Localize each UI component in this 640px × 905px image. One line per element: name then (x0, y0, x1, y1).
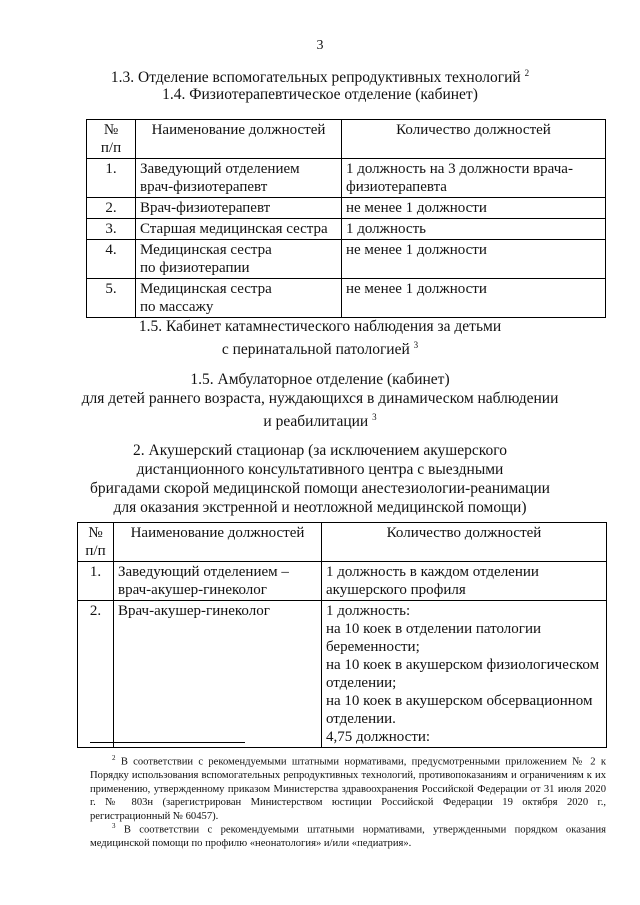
col-header-count: Количество должностей (342, 120, 606, 159)
row-number: 5. (87, 279, 136, 318)
table-header-row (78, 523, 607, 562)
footnote-3 (90, 820, 606, 851)
position-name: Врач-акушер-гинеколог (114, 601, 322, 748)
footnote-3-mark: 3 (112, 822, 116, 830)
section-2-heading-line3: бригадами скорой медицинской помощи анестезиологии-реанимации (90, 480, 550, 497)
section-2-heading-line4: для оказания экстренной и неотложной медицинской помощи) (113, 499, 527, 516)
row-number: 2. (87, 198, 136, 219)
position-count: не менее 1 должности (342, 198, 606, 219)
col-header-number: № п/п (87, 120, 136, 159)
section-1-5-followup-heading-line2: с перинатальной патологией $^3$ (221, 340, 419, 359)
footnote-2-text: В соответствии с рекомендуемыми штатными нормативами, предусмотренными приложением № 2 к Порядку использования вспомогательных репродуктивных технологий, противопоказаниям и ограничениям к их применению, утвержденному приказом Министерства здравоохранения Российской Федерации от 31 июля 2020 г. № 803н (зарегистрирован Министерством юстиции Российской Федерации 19 октября 2020 г., регистрационный № 60457). (90, 756, 606, 822)
table-row (87, 198, 606, 219)
col-header-count: Количество должностей (322, 523, 607, 562)
position-count: 1 должность: на 10 коек в отделении патологии беременности; на 10 коек в акушерском физиологическом отделении; на 10 коек в акушерском обсервационном отделении. 4,75 должности: (322, 601, 607, 748)
obstetric-staff-table (77, 522, 607, 748)
physiotherapy-staff-table (86, 119, 606, 318)
col-header-position: Наименование должностей (114, 523, 322, 562)
table-row (87, 219, 606, 240)
section-1-3-text: 1.3. Отделение вспомогательных репродуктивных технологий (110, 69, 521, 87)
position-count: не менее 1 должности (342, 240, 606, 279)
footnote-ref-3[interactable]: 3 (372, 412, 377, 422)
table-header-row (87, 120, 606, 159)
position-count: 1 должность в каждом отделении акушерского профиля (322, 562, 607, 601)
position-count: 1 должность на 3 должности врача- физиотерапевта (342, 159, 606, 198)
section-1-5-outpatient-heading-line3: и реабилитации $^3$ (263, 412, 377, 431)
footnote-3-text: В соответствии с рекомендуемыми штатными нормативами, утвержденными порядком оказания медицинской помощи по профилю «неонатология» и/или «педиатрия». (90, 824, 606, 850)
section-1-5-outpatient-heading-line2: для детей раннего возраста, нуждающихся в динамическом наблюдении (81, 390, 559, 407)
row-number: 1. (87, 159, 136, 198)
table-row (78, 562, 607, 601)
section-1-3-heading (0, 64, 640, 87)
position-name: Врач-физиотерапевт (136, 198, 342, 219)
row-number: 4. (87, 240, 136, 279)
section-1-5-followup-heading: 1.5. Кабинет катамнестического наблюдения за детьми (138, 318, 502, 335)
row-number: 2. (78, 601, 114, 748)
table-row (87, 159, 606, 198)
row-number: 1. (78, 562, 114, 601)
page-number: 3 (316, 38, 324, 53)
position-name: Медицинская сестра по массажу (136, 279, 342, 318)
section-2-heading-line2: дистанционного консультативного центра с выездными (136, 461, 504, 478)
footnote-ref-3[interactable]: 3 (413, 340, 419, 350)
footnote-2-mark: 2 (112, 754, 116, 762)
footnote-2 (90, 752, 606, 823)
row-number: 3. (87, 219, 136, 240)
position-count: 1 должность (342, 219, 606, 240)
table-row (87, 240, 606, 279)
position-name: Заведующий отделением врач-физиотерапевт (136, 159, 342, 198)
position-count: не менее 1 должности (342, 279, 606, 318)
position-name: Медицинская сестра по физиотерапии (136, 240, 342, 279)
position-name: Старшая медицинская сестра (136, 219, 342, 240)
section-1-5-outpatient-heading: 1.5. Амбулаторное отделение (кабинет) (190, 371, 450, 388)
footnote-divider (90, 742, 245, 743)
col-header-position: Наименование должностей (136, 120, 342, 159)
table-row (87, 279, 606, 318)
position-name: Заведующий отделением – врач-акушер-гинеколог (114, 562, 322, 601)
footnote-ref-2[interactable]: 2 (524, 68, 530, 78)
section-2-heading: 2. Акушерский стационар (за исключением акушерского (133, 442, 507, 459)
section-1-4-heading: 1.4. Физиотерапевтическое отделение (кабинет) (162, 86, 478, 103)
table-row (78, 601, 607, 748)
col-header-number: № п/п (78, 523, 114, 562)
